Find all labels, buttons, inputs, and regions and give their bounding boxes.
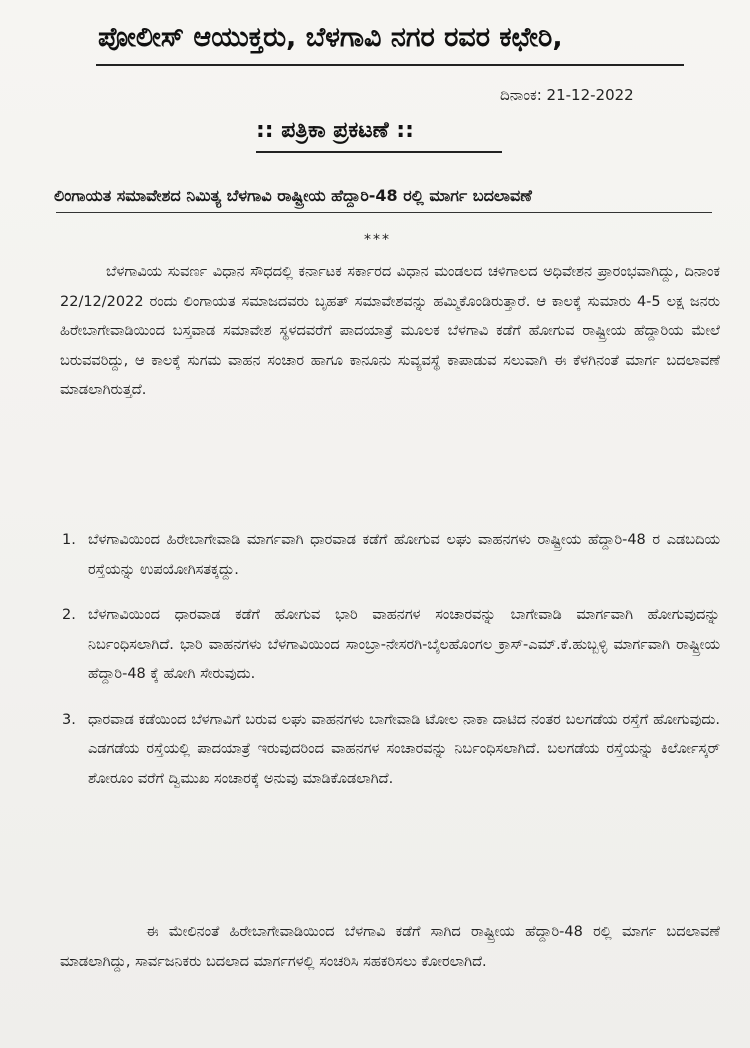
list-item	[60, 706, 720, 795]
separator-stars: ***	[364, 232, 391, 248]
list-item-text: ಬೆಳಗಾವಿಯಿಂದ ಹಿರೇಬಾಗೇವಾಡಿ ಮಾರ್ಗವಾಗಿ ಧಾರವಾಡ ಕಡೆಗೆ ಹೋಗುವ ಲಘು ವಾಹನಗಳು ರಾಷ್ಟ್ರೀಯ ಹೆದ್ದಾರಿ-48 ರ ಎಡಬದಿಯ ರಸ್ತೆಯನ್ನು ಉಪಯೋಗಿಸತಕ್ಕದ್ದು.	[88, 532, 720, 578]
intro-paragraph: ಬೆಳಗಾವಿಯ ಸುವರ್ಣ ವಿಧಾನ ಸೌಧದಲ್ಲಿ ಕರ್ನಾಟಕ ಸರ್ಕಾರದ ವಿಧಾನ ಮಂಡಲದ ಚಳಿಗಾಲದ ಅಧಿವೇಶನ ಪ್ರಾರಂಭವಾಗಿದ್ದು, ದಿನಾಂಕ 22/12/2022 ರಂದು ಲಿಂಗಾಯತ ಸಮಾಜದವರು ಬೃಹತ್ ಸಮಾವೇಶವನ್ನು ಹಮ್ಮಿಕೊಂಡಿರುತ್ತಾರೆ. ಆ ಕಾಲಕ್ಕೆ ಸುಮಾರು 4-5 ಲಕ್ಷ ಜನರು ಹಿರೇಬಾಗೇವಾಡಿಯಿಂದ ಬಸ್ತವಾಡ ಸಮಾವೇಶ ಸ್ಥಳದವರೆಗೆ ಪಾದಯಾತ್ರೆ ಮೂಲಕ ಬೆಳಗಾವಿ ಕಡೆಗೆ ಹೋಗುವ ರಾಷ್ಟ್ರೀಯ ಹೆದ್ದಾರಿಯ ಮೇಲೆ ಬರುವವರಿದ್ದು, ಆ ಕಾಲಕ್ಕೆ ಸುಗಮ ವಾಹನ ಸಂಚಾರ ಹಾಗೂ ಕಾನೂನು ಸುವ್ಯವಸ್ಥೆ ಕಾಪಾಡುವ ಸಲುವಾಗಿ ಈ ಕೆಳಗಿನಂತೆ ಮಾರ್ಗ ಬದಲಾವಣೆ ಮಾಡಲಾಗಿರುತ್ತದೆ.	[60, 264, 720, 398]
list-item-text: ಬೆಳಗಾವಿಯಿಂದ ಧಾರವಾಡ ಕಡೆಗೆ ಹೋಗುವ ಭಾರಿ ವಾಹನಗಳ ಸಂಚಾರವನ್ನು ಬಾಗೇವಾಡಿ ಮಾರ್ಗವಾಗಿ ಹೋಗುವುದನ್ನು ನಿರ್ಬಂಧಿಸಲಾಗಿದೆ. ಭಾರಿ ವಾಹನಗಳು ಬೆಳಗಾವಿಯಿಂದ ಸಾಂಬ್ರಾ-ನೇಸರಗಿ-ಬೈಲಹೊಂಗಲ ಕ್ರಾಸ್-ಎಮ್.ಕೆ.ಹುಬ್ಬಳ್ಳಿ ಮಾರ್ಗವಾಗಿ ರಾಷ್ಟ್ರೀಯ ಹೆದ್ದಾರಿ-48 ಕ್ಕೆ ಹೋಗಿ ಸೇರುವುದು.	[88, 607, 720, 682]
closing-paragraph: ಈ ಮೇಲಿನಂತೆ ಹಿರೇಬಾಗೇವಾಡಿಯಿಂದ ಬೆಳಗಾವಿ ಕಡೆಗೆ ಸಾಗಿದ ರಾಷ್ಟ್ರೀಯ ಹೆದ್ದಾರಿ-48 ರಲ್ಲಿ ಮಾರ್ಗ ಬದಲಾವಣೆ ಮಾಡಲಾಗಿದ್ದು, ಸಾರ್ವಜನಿಕರು ಬದಲಾದ ಮಾರ್ಗಗಳಲ್ಲಿ ಸಂಚರಿಸಿ ಸಹಕರಿಸಲು ಕೋರಲಾಗಿದೆ.	[60, 924, 720, 970]
office-title: ಪೋಲೀಸ್ ಆಯುಕ್ತರು, ಬೆಳಗಾವಿ ನಗರ ರವರ ಕಛೇರಿ,	[98, 22, 563, 53]
subject-underline	[56, 212, 712, 213]
heading-underline	[256, 151, 502, 153]
route-change-list	[60, 526, 720, 810]
list-item	[60, 526, 720, 585]
list-item-number: 2.	[62, 607, 76, 623]
press-release-heading: :: ಪತ್ರಿಕಾ ಪ್ರಕಟಣೆ ::	[256, 118, 414, 143]
list-item-number: 3.	[62, 711, 76, 728]
title-underline	[96, 64, 684, 66]
list-item-number: 1.	[62, 532, 76, 548]
release-date: ದಿನಾಂಕ: 21-12-2022	[500, 86, 634, 104]
list-item	[60, 601, 720, 690]
list-item-text: ಧಾರವಾಡ ಕಡೆಯಿಂದ ಬೆಳಗಾವಿಗೆ ಬರುವ ಲಘು ವಾಹನಗಳು ಬಾಗೇವಾಡಿ ಟೋಲ ನಾಕಾ ದಾಟಿದ ನಂತರ ಬಲಗಡೆಯ ರಸ್ತೆಗೆ ಹೋಗುವುದು. ಎಡಗಡೆಯ ರಸ್ತೆಯಲ್ಲಿ ಪಾದಯಾತ್ರೆ ಇರುವುದರಿಂದ ವಾಹನಗಳ ಸಂಚಾರವನ್ನು ನಿರ್ಬಂಧಿಸಲಾಗಿದೆ. ಬಲಗಡೆಯ ರಸ್ತೆಯನ್ನು ಕಿರ್ಲೋಸ್ಕರ್ ಶೋರೂಂ ವರೆಗೆ ದ್ವಿಮುಖ ಸಂಚಾರಕ್ಕೆ ಅನುವು ಮಾಡಿಕೊಡಲಾಗಿದೆ.	[88, 711, 720, 787]
subject-line: ಲಿಂಗಾಯತ ಸಮಾವೇಶದ ನಿಮಿತ್ಯ ಬೆಳಗಾವಿ ರಾಷ್ಟ್ರೀಯ ಹೆದ್ದಾರಿ-48 ರಲ್ಲಿ ಮಾರ್ಗ ಬದಲಾವಣೆ	[54, 186, 532, 205]
